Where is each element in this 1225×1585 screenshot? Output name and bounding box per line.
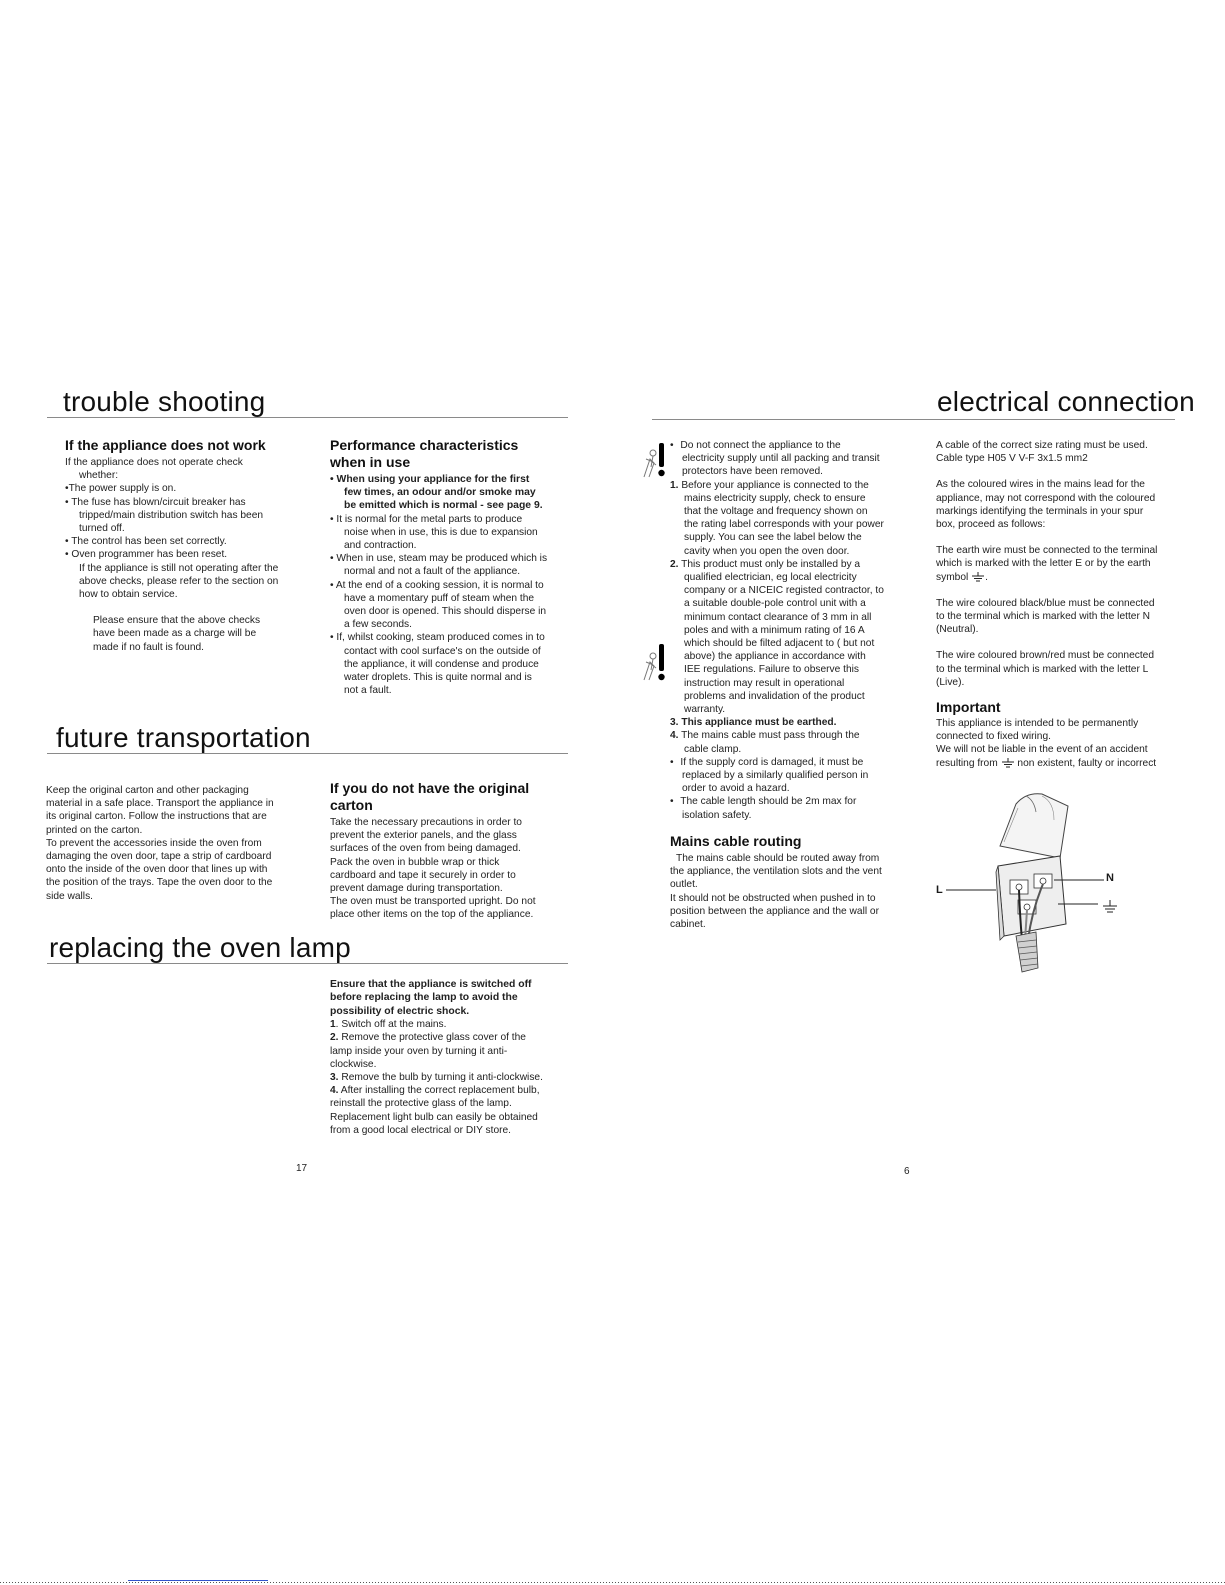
list-item: •The power supply is on. <box>65 483 177 495</box>
warning-person-icon <box>640 640 670 684</box>
intro-line: If the appliance does not operate check <box>65 457 243 468</box>
section-title-electrical-connection: electrical connection <box>937 386 1195 417</box>
lamp-column <box>330 978 545 1137</box>
live-wire-text: The wire coloured brown/red must be connected to the terminal which is marked with the letter L (Live). <box>936 650 1155 688</box>
transport-text: The oven must be transported upright. Do not place other items on the top of the appliance. <box>330 896 536 921</box>
list-item: • When in use, steam may be produced which is normal and not a fault of the appliance. <box>330 553 548 578</box>
follow-up-text: If the appliance is still not operating after the above checks, please refer to the section on how to obtain service. <box>79 562 279 601</box>
section-title-future-transportation: future transportation <box>56 722 311 753</box>
important-text: We will not be liable in the event of an accident resulting from non existent, faulty or incorrect <box>936 744 1157 769</box>
lamp-step-1: 1. Switch off at the mains. <box>330 1019 447 1031</box>
electrical-column-2 <box>936 439 1162 770</box>
earth-symbol-icon <box>971 572 985 582</box>
section-title-replacing-oven-lamp: replacing the oven lamp <box>49 932 351 963</box>
list-item: • If the supply cord is damaged, it must be replaced by a similarly qualified person in order to avoid a hazard. <box>670 756 869 795</box>
routing-text: The mains cable should be routed away from the appliance, the ventilation slots and the vent outlet. <box>670 852 882 891</box>
heading-no-original-carton: If you do not have the original carton <box>330 780 530 813</box>
intro-line: whether: <box>79 470 119 482</box>
transport-text: To prevent the accessories inside the oven from damaging the oven door, tape a strip of cardboard onto the inside of the oven door that lines up with the position of the trays. Tape the oven door to the side walls. <box>46 837 273 902</box>
list-item: • The fuse has blown/circuit breaker has tripped/main distribution switch has been turned off. <box>65 496 264 535</box>
lamp-warning: Ensure that the appliance is switched off before replacing the lamp to avoid the possibility of electric shock. <box>330 979 532 1017</box>
list-item: • When using your appliance for the first few times, an odour and/or smoke may be emitted which is normal - see page 9. <box>330 474 543 512</box>
earth-symbol-icon <box>1001 758 1015 768</box>
electrical-column-1 <box>670 439 884 931</box>
heading-important: Important <box>936 699 1001 716</box>
heading-appliance-not-work: If the appliance does not work <box>65 437 266 453</box>
label-neutral: N <box>1106 872 1114 884</box>
list-item: • If, whilst cooking, steam produced comes in to contact with cool surface's on the outside of the appliance, it will condense and produce water droplets. This is quite normal and is not a fault. <box>330 632 545 697</box>
numbered-step: 4. The mains cable must pass through the cable clamp. <box>670 730 860 755</box>
divider <box>47 963 568 964</box>
numbered-step: 2. This product must only be installed by a qualified electrician, eg local electricity company or a NICEIC registed contractor, to a suitable double-pole control unit with a minimum contact clearance of 3 mm in all poles and with a minimum rating of 16 A which should be filted adjacent to ( but not above) the appliance in accordance with IEE regulations. Failure to observe this instruction may result in operational problems and invalidation of the product warranty. <box>670 558 884 716</box>
transport-text: Take the necessary precautions in order to prevent the exterior panels, and the glass surfaces of the oven from being damaged. Pack the oven in bubble wrap or thick cardboard and tape it securely in order to prevent damage during transportation. <box>330 817 522 895</box>
warning-person-icon <box>640 437 670 479</box>
divider <box>47 753 568 754</box>
list-item: • Do not connect the appliance to the electricity supply until all packing and transit protectors have been removed. <box>670 440 880 478</box>
page-number-left: 17 <box>296 1163 308 1174</box>
spur-box-wiring-diagram <box>930 790 1130 975</box>
cable-text: Cable type H05 V V-F 3x1.5 mm2 <box>936 453 1088 465</box>
cable-text: A cable of the correct size rating must be used. <box>936 440 1148 451</box>
divider <box>47 417 568 418</box>
transport-text: Keep the original carton and other packaging material in a safe place. Transport the appliance in its original carton. Follow the instructions that are printed on the carton. <box>46 785 274 836</box>
lamp-step-4: 4. After installing the correct replacement bulb, reinstall the protective glass of the lamp. <box>330 1085 540 1110</box>
list-item: • The control has been set correctly. <box>65 536 227 548</box>
important-text: This appliance is intended to be permanently connected to fixed wiring. <box>936 718 1139 743</box>
section-title-trouble-shooting: trouble shooting <box>63 386 266 417</box>
lamp-step-2: 2. Remove the protective glass cover of the lamp inside your oven by turning it anti-clockwise. <box>330 1032 526 1070</box>
troubleshoot-column-1 <box>65 437 287 654</box>
neutral-wire-text: The wire coloured black/blue must be connected to the terminal which is marked with the letter N (Neutral). <box>936 597 1155 636</box>
transport-column-1 <box>46 784 278 903</box>
charge-note: Please ensure that the above checks have been made as a charge will be made if no fault is found. <box>93 615 261 653</box>
list-item: • At the end of a cooking session, it is normal to have a momentary puff of steam when the oven door is opened. This should disperse in a few seconds. <box>330 579 546 631</box>
troubleshoot-column-2 <box>330 437 548 697</box>
numbered-step: 3. This appliance must be earthed. <box>670 717 837 729</box>
list-item: • Oven programmer has been reset. <box>65 549 228 561</box>
list-item: • It is normal for the metal parts to produce noise when in use, this is due to expansion and contraction. <box>330 513 538 552</box>
earth-wire-text: The earth wire must be connected to the terminal which is marked with the letter E or by the earth symbol . <box>936 545 1158 583</box>
divider <box>652 419 1175 420</box>
list-item: • The cable length should be 2m max for isolation safety. <box>670 796 857 821</box>
bottom-border <box>0 1582 1225 1583</box>
label-live: L <box>936 884 943 896</box>
wiring-text: As the coloured wires in the mains lead for the appliance, may not correspond with the coloured markings identifying the terminals in your spur box, proceed as follows: <box>936 479 1156 531</box>
transport-column-2 <box>330 780 545 922</box>
heading-mains-cable-routing: Mains cable routing <box>670 832 802 849</box>
page-number-right: 6 <box>904 1166 910 1177</box>
numbered-step: 1. Before your appliance is connected to the mains electricity supply, check to ensure that the voltage and frequency shown on the rating label corresponds with your power supply. You can see the label below the cavity when you open the oven door. <box>670 479 884 557</box>
bottom-link-line <box>128 1580 268 1581</box>
lamp-tail: Replacement light bulb can easily be obtained from a good local electrical or DIY store. <box>330 1111 538 1136</box>
routing-text: It should not be obstructed when pushed in to position between the appliance and the wall or cabinet. <box>670 892 879 930</box>
lamp-step-3: 3. Remove the bulb by turning it anti-clockwise. <box>330 1072 543 1084</box>
heading-performance: Performance characteristics when in use <box>330 437 519 470</box>
